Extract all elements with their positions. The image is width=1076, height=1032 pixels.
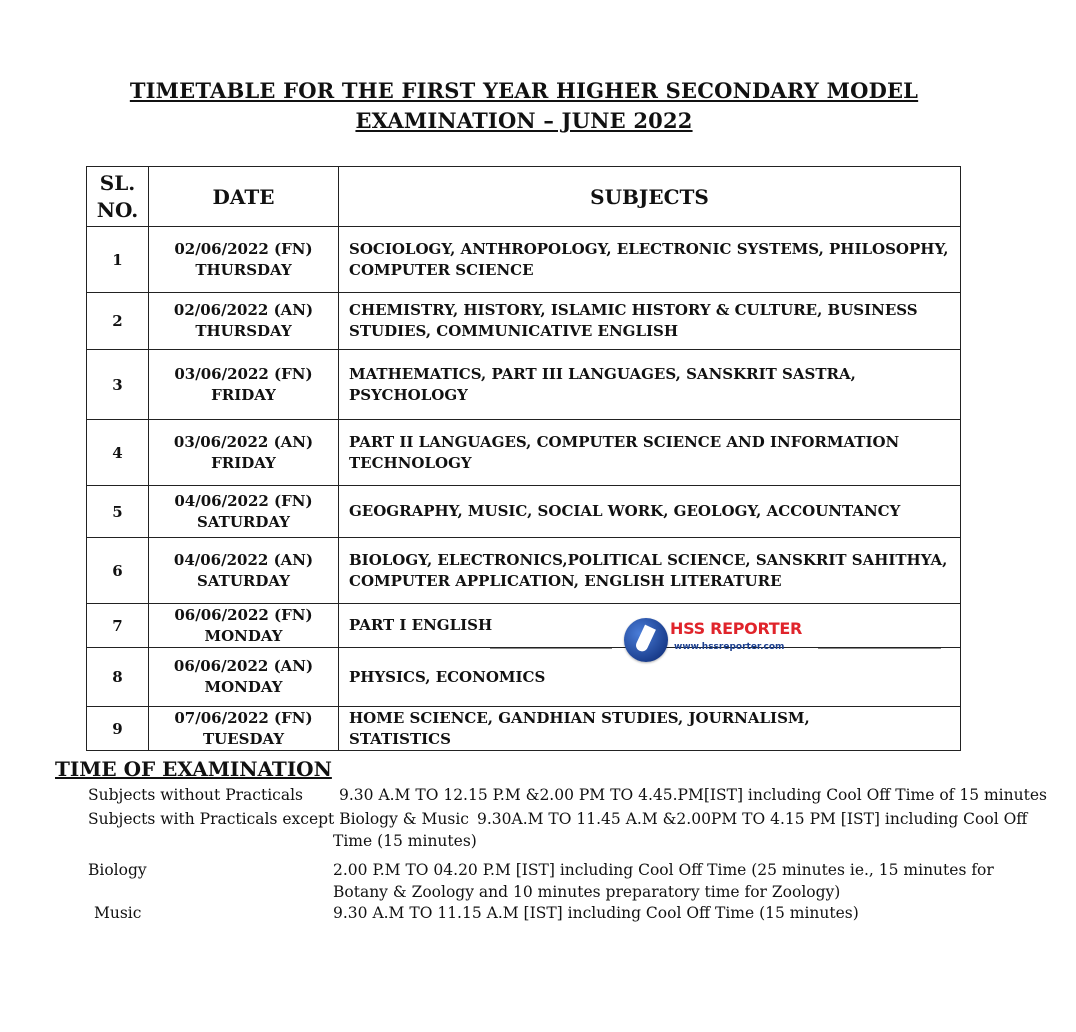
row-number: 4 xyxy=(87,420,149,486)
row-subjects-line: PSYCHOLOGY xyxy=(349,385,468,404)
timetable xyxy=(86,166,961,751)
row-date: 06/06/2022 (AN) xyxy=(173,657,314,675)
watermark-url: www.hssreporter.com xyxy=(674,642,785,652)
row-day: THURSDAY xyxy=(195,322,292,340)
toe-value xyxy=(339,784,1047,806)
toe-value xyxy=(333,859,994,903)
row-subjects-cell xyxy=(339,538,961,604)
row-day: MONDAY xyxy=(204,678,283,696)
row-date-cell xyxy=(149,707,339,751)
row-date: 06/06/2022 (FN) xyxy=(174,605,313,624)
table-row xyxy=(87,227,961,293)
toe-value-line: 2.00 P.M TO 04.20 P.M [IST] including Cool Off Time (25 minutes ie., 15 minutes for xyxy=(333,861,994,879)
toe-value-line: 9.30 A.M TO 12.15 P.M &2.00 PM TO 4.45.PM[IST] including Cool Off Time of 15 minutes xyxy=(339,786,1047,804)
toe-value-line: Botany & Zoology and 10 minutes preparatory time for Zoology) xyxy=(333,883,841,901)
row-subjects-line: PHYSICS, ECONOMICS xyxy=(349,667,546,686)
watermark-line-right xyxy=(818,648,941,649)
toe-value-cont: Time (15 minutes) xyxy=(333,832,477,850)
pen-nib-icon xyxy=(624,618,668,662)
row-number: 8 xyxy=(87,648,149,707)
row-number: 2 xyxy=(87,293,149,350)
toe-value-line: 9.30 A.M TO 11.15 A.M [IST] including Cool Off Time (15 minutes) xyxy=(333,904,859,922)
row-day: TUESDAY xyxy=(202,729,285,748)
document-title-line2: EXAMINATION – JUNE 2022 xyxy=(355,108,693,133)
row-subjects-line: PART II LANGUAGES, COMPUTER SCIENCE AND INFORMATION xyxy=(349,432,900,451)
row-subjects-line: HOME SCIENCE, GANDHIAN STUDIES, JOURNALISM, xyxy=(349,708,810,727)
table-row xyxy=(87,293,961,350)
table-row xyxy=(87,648,961,707)
row-number: 5 xyxy=(87,486,149,538)
header-no-text: NO. xyxy=(96,197,139,222)
time-of-examination-heading: TIME OF EXAMINATION xyxy=(55,757,332,781)
toe-label: Subjects with Practicals except Biology & Music xyxy=(88,810,469,828)
row-subjects-line: COMPUTER SCIENCE xyxy=(349,260,534,279)
row-subjects-line: BIOLOGY, ELECTRONICS,POLITICAL SCIENCE, SANSKRIT SAHITHYA, xyxy=(349,550,948,569)
row-date-cell xyxy=(149,604,339,648)
toe-value-line: 9.30A.M TO 11.45 A.M &2.00PM TO 4.15 PM [IST] including Cool Off xyxy=(477,810,1028,828)
row-date: 07/06/2022 (FN) xyxy=(174,708,313,727)
row-date: 04/06/2022 (AN) xyxy=(173,550,314,569)
table-row xyxy=(87,420,961,486)
watermark-line-left xyxy=(490,648,612,649)
header-subjects: SUBJECTS xyxy=(339,167,961,227)
row-subjects-line: STUDIES, COMMUNICATIVE ENGLISH xyxy=(349,322,679,340)
row-subjects-line: PART I ENGLISH xyxy=(349,616,493,634)
header-sl-no xyxy=(87,167,149,227)
toe-label: Subjects without Practicals xyxy=(88,786,303,804)
row-number: 6 xyxy=(87,538,149,604)
row-subjects-cell xyxy=(339,420,961,486)
table-row xyxy=(87,538,961,604)
row-subjects-line: COMPUTER APPLICATION, ENGLISH LITERATURE xyxy=(349,571,782,590)
row-subjects-line: GEOGRAPHY, MUSIC, SOCIAL WORK, GEOLOGY, ACCOUNTANCY xyxy=(349,502,901,520)
watermark-name: HSS REPORTER xyxy=(670,619,803,638)
row-subjects-cell xyxy=(339,293,961,350)
row-subjects-cell xyxy=(339,227,961,293)
document-title-line1: TIMETABLE FOR THE FIRST YEAR HIGHER SECONDARY MODEL xyxy=(129,78,919,103)
table-header-row xyxy=(87,167,961,227)
toe-label: Biology xyxy=(88,861,147,879)
row-date-cell xyxy=(149,648,339,707)
row-date-cell xyxy=(149,350,339,420)
row-subjects-line: MATHEMATICS, PART III LANGUAGES, SANSKRIT SASTRA, xyxy=(349,364,856,383)
row-day: MONDAY xyxy=(204,626,283,645)
row-subjects-line: STATISTICS xyxy=(349,729,451,748)
toe-value xyxy=(333,902,859,924)
row-day: THURSDAY xyxy=(195,260,292,279)
toe-value xyxy=(477,808,1027,830)
row-number: 3 xyxy=(87,350,149,420)
row-date: 02/06/2022 (FN) xyxy=(174,239,313,258)
table-row xyxy=(87,604,961,648)
row-date: 03/06/2022 (FN) xyxy=(174,364,313,383)
row-number: 7 xyxy=(87,604,149,648)
row-day: SATURDAY xyxy=(197,571,290,590)
row-date-cell xyxy=(149,227,339,293)
row-subjects-line: CHEMISTRY, HISTORY, ISLAMIC HISTORY & CULTURE, BUSINESS xyxy=(349,301,918,319)
row-day: FRIDAY xyxy=(211,385,276,404)
row-subjects-cell xyxy=(339,486,961,538)
row-subjects-cell xyxy=(339,707,961,751)
row-date-cell xyxy=(149,420,339,486)
row-number: 1 xyxy=(87,227,149,293)
row-date-cell xyxy=(149,538,339,604)
row-subjects-line: TECHNOLOGY xyxy=(349,453,472,472)
row-date-cell xyxy=(149,293,339,350)
table-row xyxy=(87,486,961,538)
table-row xyxy=(87,707,961,751)
toe-label: Music xyxy=(94,904,142,922)
row-date: 04/06/2022 (FN) xyxy=(174,491,313,510)
table-row xyxy=(87,350,961,420)
watermark xyxy=(612,615,822,665)
row-subjects-line: SOCIOLOGY, ANTHROPOLOGY, ELECTRONIC SYSTEMS, PHILOSOPHY, xyxy=(349,239,949,258)
row-number: 9 xyxy=(87,707,149,751)
row-day: FRIDAY xyxy=(211,453,276,472)
row-subjects-cell xyxy=(339,350,961,420)
row-day: SATURDAY xyxy=(197,512,290,531)
row-date-cell xyxy=(149,486,339,538)
row-date: 03/06/2022 (AN) xyxy=(173,432,314,451)
header-date: DATE xyxy=(149,167,339,227)
header-sl-text: SL. xyxy=(99,170,136,195)
row-date: 02/06/2022 (AN) xyxy=(173,301,314,319)
